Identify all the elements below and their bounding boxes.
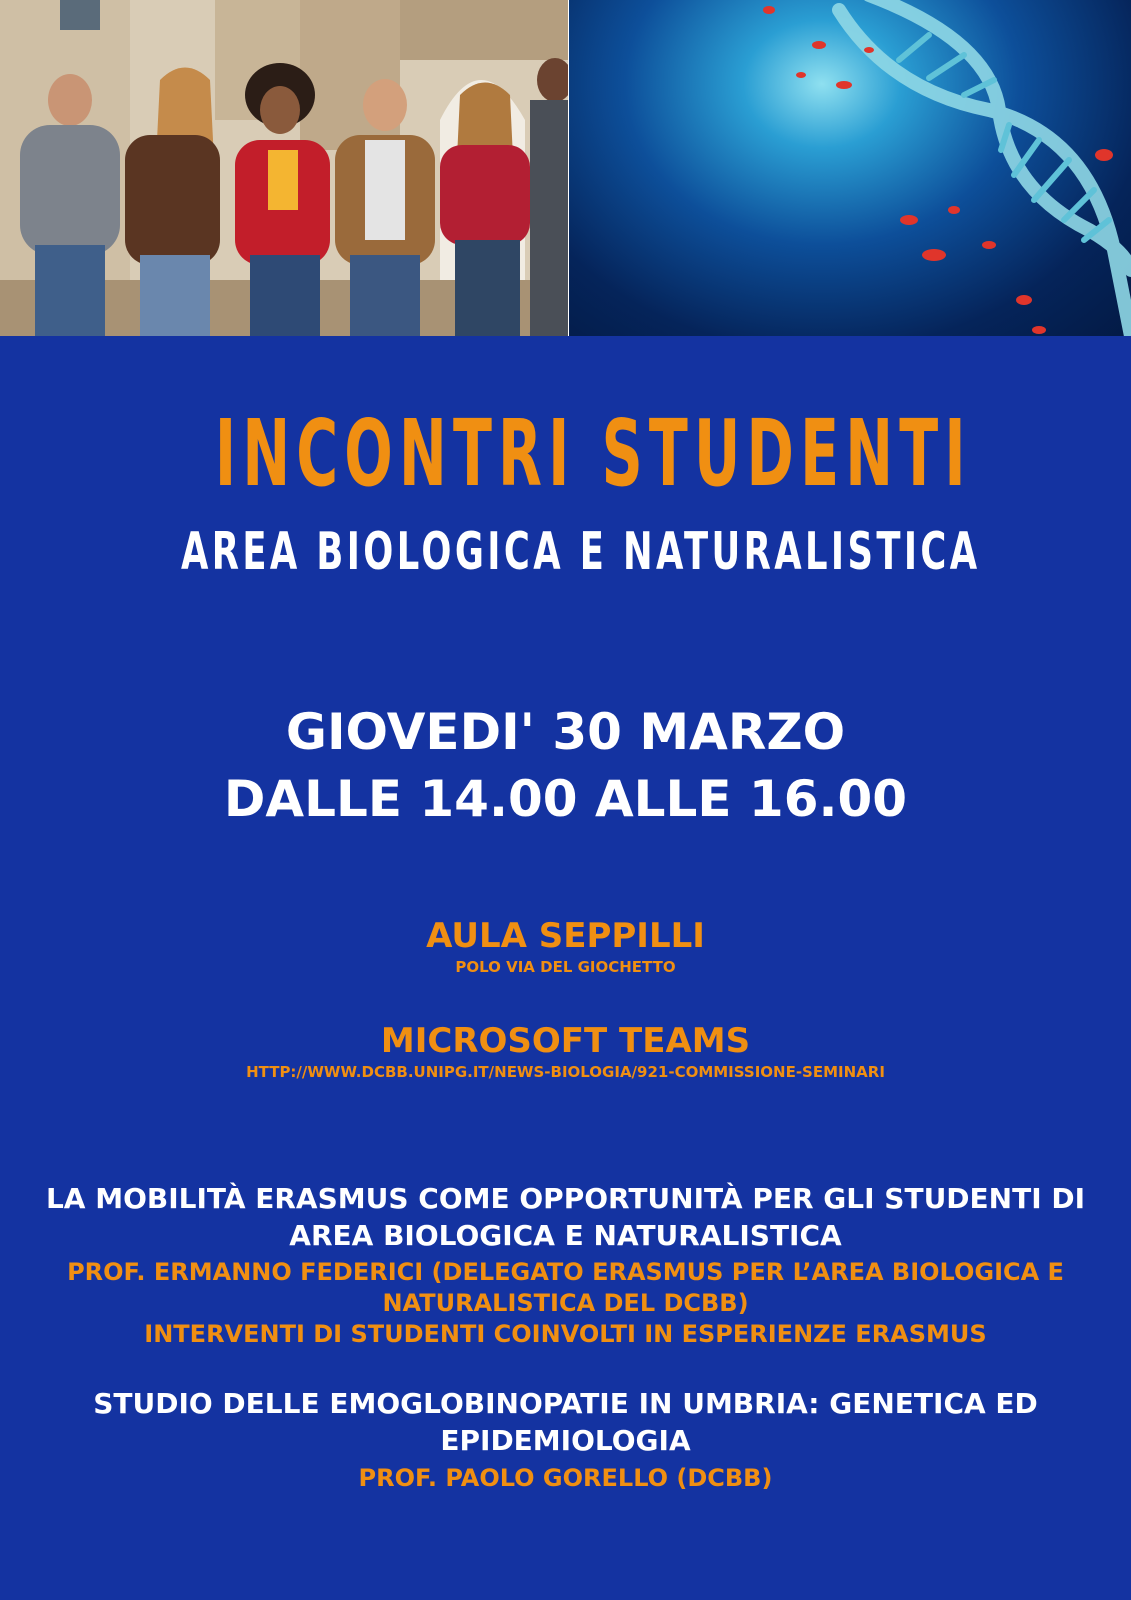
online-link[interactable]: HTTP://WWW.DCBB.UNIPG.IT/NEWS-BIOLOGIA/921-COMMISSIONE-SEMINARI — [246, 1063, 885, 1081]
talk-2-title-line-2: EPIDEMIOLOGIA — [440, 1424, 691, 1457]
dna-helix-image — [569, 0, 1131, 336]
students-illustration — [0, 0, 568, 336]
students-group-photo — [0, 0, 568, 336]
talk-2-title-line-1: STUDIO DELLE EMOGLOBINOPATIE IN UMBRIA: GENETICA ED — [93, 1387, 1038, 1420]
header-photos — [0, 0, 1131, 336]
event-subtitle: AREA BIOLOGICA E NATURALISTICA — [180, 522, 981, 582]
online-platform: MICROSOFT TEAMS — [380, 1021, 751, 1061]
talk-1-title-line-2: AREA BIOLOGICA E NATURALISTICA — [289, 1219, 842, 1252]
event-date: GIOVEDI' 30 MARZO — [285, 703, 846, 761]
venue-room-location: POLO VIA DEL GIOCHETTO — [455, 958, 676, 976]
talk-1-speaker-line-1: PROF. ERMANNO FEDERICI (DELEGATO ERASMUS PER L’AREA BIOLOGICA E — [67, 1258, 1064, 1286]
venue-room: AULA SEPPILLI — [426, 916, 705, 956]
talk-1-title-line-1: LA MOBILITÀ ERASMUS COME OPPORTUNITÀ PER GLI STUDENTI DI — [45, 1182, 1086, 1215]
talk-1-speaker-line-3: INTERVENTI DI STUDENTI COINVOLTI IN ESPERIENZE ERASMUS — [144, 1320, 987, 1348]
talk-1-speaker-line-2: NATURALISTICA DEL DCBB) — [382, 1289, 749, 1317]
event-title: INCONTRI STUDENTI — [214, 400, 972, 507]
dna-illustration — [569, 0, 1131, 336]
talk-2-speaker-line-1: PROF. PAOLO GORELLO (DCBB) — [358, 1464, 773, 1492]
event-time: DALLE 14.00 ALLE 16.00 — [223, 770, 908, 828]
